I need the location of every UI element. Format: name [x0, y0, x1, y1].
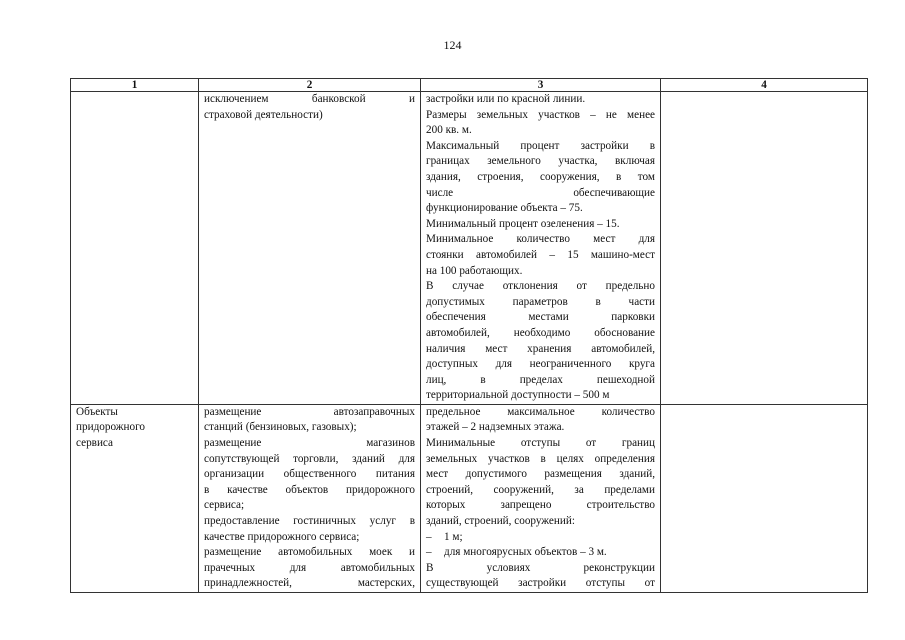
text-line: числе обеспечивающие [426, 186, 655, 199]
row1-col3 [421, 92, 661, 405]
text-line: Размеры земельных участков – не менее [426, 108, 655, 121]
text-line: обеспечения местами парковки [426, 311, 655, 324]
text-line: существующей застройки отступы от [426, 577, 655, 590]
dash-bullet: – [426, 530, 432, 543]
text-line: Объекты [76, 405, 118, 418]
text-line: земельных участков в целях определения [426, 452, 655, 465]
text-line: здания, строения, сооружения, в том [426, 170, 655, 183]
table-row [71, 92, 868, 405]
text-line: территориальной доступности – 500 м [426, 389, 610, 402]
text-line: мест допустимого размещения зданий, [426, 468, 655, 481]
page-number: 124 [443, 38, 462, 52]
table-header-row [71, 79, 868, 92]
row2-col2 [199, 404, 421, 592]
text-line: принадлежностей, мастерских, [204, 577, 415, 590]
text-line: 200 кв. м. [426, 124, 472, 137]
text-line: страховой деятельности) [204, 108, 323, 121]
text-line: станций (бензиновых, газовых); [204, 421, 357, 434]
text-line: на 100 работающих. [426, 264, 523, 277]
text-line: доступных для неограниченного круга [426, 358, 655, 371]
row2-col4 [661, 404, 868, 592]
text-line: размещение автозаправочных [204, 405, 415, 418]
list-item-text: для многоярусных объектов – 3 м. [444, 546, 607, 559]
header-col-1: 1 [71, 79, 199, 92]
text-line: границах земельного участка, включая [426, 155, 655, 168]
text-line: размещение магазинов [204, 437, 415, 450]
text-line: сервиса; [204, 499, 245, 512]
text-line: которых запрещено строительство [426, 499, 655, 512]
text-line: придорожного [76, 421, 145, 434]
text-line: лиц, в пределах пешеходной [426, 373, 655, 386]
regulations-table [70, 78, 868, 593]
text-line: этажей – 2 надземных этажа. [426, 421, 565, 434]
row2-col1 [71, 404, 199, 592]
text-line: прачечных для автомобильных [204, 561, 415, 574]
text-line: допустимых параметров в части [426, 295, 655, 308]
text-line: исключением банковской и [204, 93, 415, 105]
row1-col2 [199, 92, 421, 405]
row1-col1 [71, 92, 199, 405]
text-line: функционирование объекта – 75. [426, 202, 583, 215]
dash-bullet: – [426, 546, 432, 559]
table-row [71, 404, 868, 592]
header-col-2: 2 [199, 79, 421, 92]
text-line: качестве придорожного сервиса; [204, 530, 360, 543]
text-line: В случае отклонения от предельно [426, 280, 655, 293]
text-line: строений, сооружений, за пределами [426, 483, 655, 496]
header-col-4: 4 [661, 79, 868, 92]
text-line: стоянки автомобилей – 15 машино-мест [426, 248, 655, 261]
list-item [426, 545, 655, 561]
list-item [426, 530, 655, 546]
text-line: Минимальный процент озеленения – 15. [426, 217, 620, 230]
text-line: застройки или по красной линии. [426, 93, 586, 105]
text-line: сервиса [76, 437, 113, 450]
text-line: наличия мест хранения автомобилей, [426, 342, 655, 355]
header-col-3: 3 [421, 79, 661, 92]
text-line: размещение автомобильных моек и [204, 546, 415, 559]
text-line: предельное максимальное количество [426, 405, 655, 418]
list-item-text: 1 м; [444, 530, 463, 543]
text-line: Минимальные отступы от границ [426, 437, 655, 450]
text-line: предоставление гостиничных услуг в [204, 515, 415, 528]
text-line: В условиях реконструкции [426, 561, 655, 574]
text-line: организации общественного питания [204, 468, 415, 481]
text-line: Минимальное количество мест для [426, 233, 655, 246]
text-line: Максимальный процент застройки в [426, 139, 655, 152]
row2-col3 [421, 404, 661, 592]
text-line: зданий, строений, сооружений: [426, 515, 575, 528]
text-line: автомобилей, необходимо обоснование [426, 326, 655, 339]
text-line: в качестве объектов придорожного [204, 483, 415, 496]
text-line: сопутствующей торговли, зданий для [204, 452, 415, 465]
row1-col4 [661, 92, 868, 405]
